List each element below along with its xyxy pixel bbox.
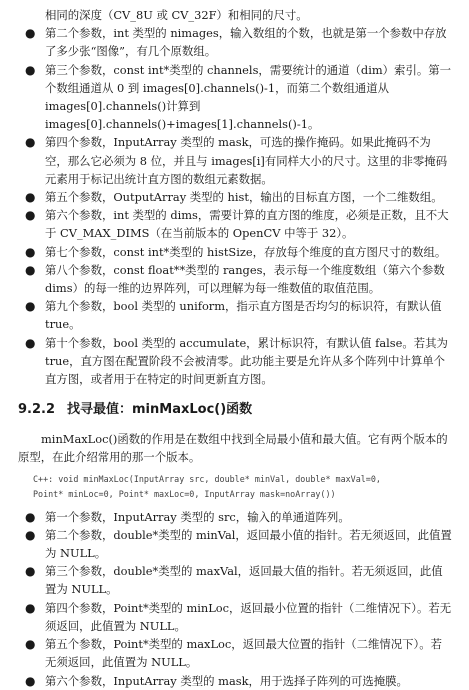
bullet-dot-icon: ● [25, 509, 36, 524]
bullet-dot-icon: ● [25, 208, 36, 223]
bullet-dot-icon: ● [25, 135, 36, 150]
code-line: C++: void minMaxLoc(InputArray src, double* minVal, double* maxVal=0, [33, 473, 381, 484]
bullet-dot-icon: ● [25, 26, 36, 41]
list-item: ● 第一个参数，InputArray 类型的 src，输入的单通道阵列。 [18, 508, 453, 526]
list-item: ● 第二个参数，double*类型的 minVal，返回最小值的指针。若无须返回，此值置为 NULL。 [25, 527, 452, 561]
code-block [18, 472, 453, 502]
bullet-dot-icon: ● [25, 527, 36, 542]
list-item: ● 第四个参数，InputArray 类型的 mask，可选的操作掩码。如果此掩码不为空，那么它必须为 8 位，并且与 images[i]有同样大小的尺寸。这里的非零掩码元素用于标记出统计直方图的数组元素数据。 [25, 135, 448, 186]
bullet-dot-icon: ● [25, 673, 36, 688]
bullet-dot-icon: ● [25, 564, 36, 579]
code-line: Point* minLoc=0, Point* maxLoc=0, InputArray mask=noArray()) [33, 488, 336, 499]
bullet-dot-icon: ● [25, 637, 36, 652]
list-item: ● 第七个参数，const int*类型的 histSize，存放每个维度的直方图尺寸的数组。 [18, 243, 453, 261]
parameter-list-calc-hist [18, 24, 453, 388]
bullet-dot-icon: ● [25, 190, 36, 205]
bullet-dot-icon: ● [25, 262, 36, 277]
list-item: ● 第六个参数，InputArray 类型的 mask，用于选择子阵列的可选掩膜。 [18, 672, 453, 690]
list-item: ● 第六个参数，int 类型的 dims，需要计算的直方图的维度，必须是正数，且不大于 CV_MAX_DIMS（在当前版本的 OpenCV 中等于 32）。 [25, 208, 449, 241]
intro-paragraph: minMaxLoc()函数的作用是在数组中找到全局最小值和最大值。它有两个版本的原型，在此介绍常用的那一个版本。 [18, 432, 448, 465]
list-item: ● 第五个参数，OutputArray 类型的 hist，输出的目标直方图，一个二维数组。 [18, 188, 453, 206]
bullet-dot-icon: ● [25, 62, 36, 77]
list-item: ● 第八个参数，const float**类型的 ranges，表示每一个维度数组（第六个参数 dims）的每一维的边界阵列，可以理解为每一维数值的取值范围。 [25, 262, 445, 296]
list-item: ● 第三个参数，const int*类型的 channels，需要统计的通道（dim）索引。第一个数组通道从 0 到 images[0].channels()-1，而第二个数组通道从 images[0].channels()计算到 images[0].channels()+images[1].channels()-1。 [25, 62, 452, 132]
list-item: ● 第九个参数，bool 类型的 uniform，指示直方图是否均匀的标识符，有默认值 true。 [25, 299, 442, 332]
bullet-dot-icon: ● [25, 600, 36, 615]
list-item: ● 第三个参数，double*类型的 maxVal，返回最大值的指针。若无须返回，此值置为 NULL。 [25, 564, 443, 597]
list-item: ● 第十个参数，bool 类型的 accumulate，累计标识符，有默认值 false。若其为 true，直方图在配置阶段不会被清零。此功能主要是允许从多个阵列中计算单个直方图，或者用于在特定的时间更新直方图。 [25, 335, 448, 387]
list-item: ● 第二个参数，int 类型的 nimages，输入数组的个数，也就是第一个参数中存放了多少张“图像”，有几个原数组。 [25, 26, 447, 59]
section-title: 找寻最值：minMaxLoc()函数 [67, 402, 253, 418]
list-item: ● 第四个参数，Point*类型的 minLoc，返回最小位置的指针（二维情况下）。若无须返回，此值置为 NULL。 [25, 600, 452, 633]
section-number: 9.2.2 [18, 402, 56, 418]
bullet-dot-icon: ● [25, 299, 36, 314]
section-heading [18, 400, 453, 420]
bullet-dot-icon: ● [25, 244, 36, 259]
list-item: ● 第五个参数，Point*类型的 maxLoc，返回最大位置的指针（二维情况下）。若无须返回，此值置为 NULL。 [25, 637, 442, 670]
parameter-list-min-max-loc [18, 508, 453, 690]
bullet-dot-icon: ● [25, 335, 36, 350]
continuation-text: 相同的深度（CV_8U 或 CV_32F）和相同的尺寸。 [45, 8, 308, 22]
